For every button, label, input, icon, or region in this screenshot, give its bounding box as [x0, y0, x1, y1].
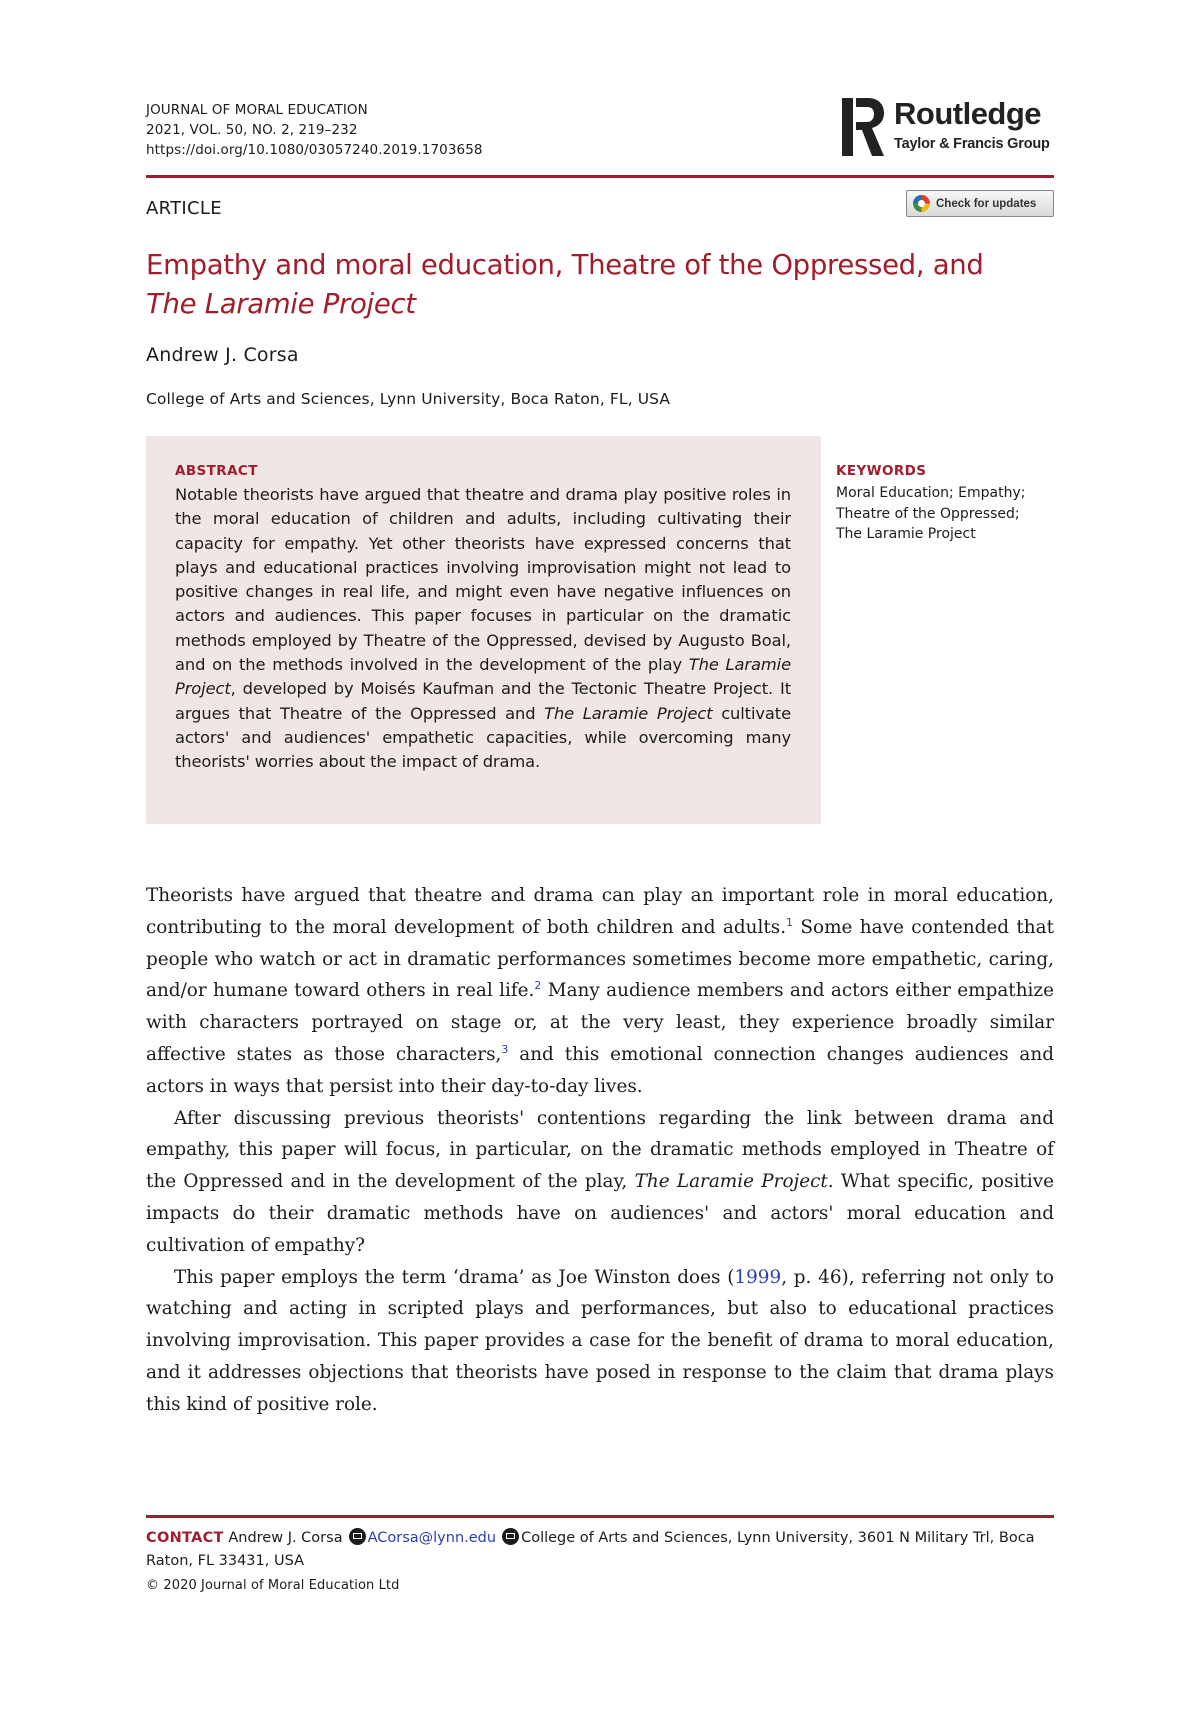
contact-address: College of Arts and Sciences, Lynn University, 3601 N Military Trl, Boca Raton, FL 33431, USA	[146, 1530, 1035, 1569]
footnote-ref[interactable]: 3	[501, 1042, 509, 1056]
routledge-r-icon	[842, 98, 884, 156]
title-italic: The Laramie Project	[146, 288, 416, 320]
publisher-brand: Routledge	[894, 96, 1042, 131]
check-for-updates-label: Check for updates	[936, 197, 1037, 210]
body-paragraph-1: Theorists have argued that theatre and drama can play an important role in moral education, contributing to the moral development of both children and adults.$^1$ Some have contended that people who watch or act in dramatic performances sometimes become more empathetic, caring, and/or humane toward others in real life.$^2$ Many audience members and actors either empathize with characters portrayed on stage or, at the very least, they experience broadly similar affective states as those characters,$^3$ and this emotional connection changes audiences and actors in ways that persist into their day-to-day lives.	[146, 885, 1055, 1097]
contact-label: CONTACT	[146, 1530, 224, 1546]
title-main: Empathy and moral education, Theatre of the Oppressed, and	[146, 249, 984, 281]
publisher-subtitle: Taylor & Francis Group	[894, 136, 1050, 152]
check-for-updates-button[interactable]	[906, 190, 1054, 217]
footnote-ref[interactable]: 1	[786, 915, 794, 929]
crossmark-icon	[913, 195, 930, 212]
journal-doi[interactable]: https://doi.org/10.1080/03057240.2019.1703658	[146, 142, 483, 158]
keywords-list	[836, 483, 1046, 545]
contact-name: Andrew J. Corsa	[228, 1530, 343, 1546]
email-icon	[349, 1528, 366, 1545]
journal-meta	[146, 100, 483, 160]
keyword-line: Moral Education; Empathy;	[836, 485, 1026, 501]
keywords-heading: KEYWORDS	[836, 463, 927, 479]
article-title	[146, 246, 1056, 324]
abstract-text: Notable theorists have argued that theatre and drama play positive roles in the moral education of children and adults, including cultivating their capacity for empathy. Yet other theorists have expressed concerns that plays and educational practices involving improvisation might not lead to positive changes in real life, and might even have negative influences on actors and audiences. This paper focuses in particular on the dramatic methods employed by Theatre of the Oppressed, devised by Augusto Boal, and on the methods involved in the development of the play The Laramie Project, developed by Moisés Kaufman and the Tectonic Theatre Project. It argues that Theatre of the Oppressed and The Laramie Project cultivate actors' and audiences' empathetic capacities, while overcoming many theorists' worries about the impact of drama.	[175, 485, 792, 772]
keyword-line: Theatre of the Oppressed;	[836, 505, 1020, 522]
author-affiliation: College of Arts and Sciences, Lynn University, Boca Raton, FL, USA	[146, 390, 671, 408]
body-paragraph-2: After discussing previous theorists' contentions regarding the link between drama and empathy, this paper will focus, in particular, on the dramatic methods employed in Theatre of the Oppressed and in the development of the play, The Laramie Project. What specific, positive impacts do their dramatic methods have on audiences' and actors' moral education and cultivation of empathy?	[146, 1107, 1054, 1256]
article-type-label: ARTICLE	[146, 198, 222, 219]
header-rule	[146, 175, 1054, 178]
footnote-ref[interactable]: 2	[534, 979, 542, 993]
contact-info	[146, 1527, 1054, 1573]
journal-name: JOURNAL OF MORAL EDUCATION	[146, 102, 368, 118]
address-icon	[502, 1528, 519, 1545]
journal-volume: 2021, VOL. 50, NO. 2, 219–232	[146, 122, 358, 138]
publisher-logo	[842, 96, 1054, 162]
footer-rule	[146, 1515, 1054, 1518]
copyright-notice: © 2020 Journal of Moral Education Ltd	[146, 1578, 400, 1593]
citation-link[interactable]: 1999	[734, 1266, 782, 1288]
article-body	[146, 880, 1054, 1421]
body-paragraph-3: This paper employs the term ‘drama’ as Joe Winston does (1999, p. 46), referring not only to watching and acting in scripted plays and performances, but also to educational practices involving improvisation. This paper provides a case for the benefit of drama to moral education, and it addresses objections that theorists have posed in response to the claim that drama plays this kind of positive role.	[146, 1266, 1054, 1415]
contact-email[interactable]: ACorsa@lynn.edu	[367, 1530, 497, 1546]
author-name: Andrew J. Corsa	[146, 344, 299, 366]
abstract-heading: ABSTRACT	[175, 463, 258, 479]
keyword-line: The Laramie Project	[836, 526, 976, 542]
